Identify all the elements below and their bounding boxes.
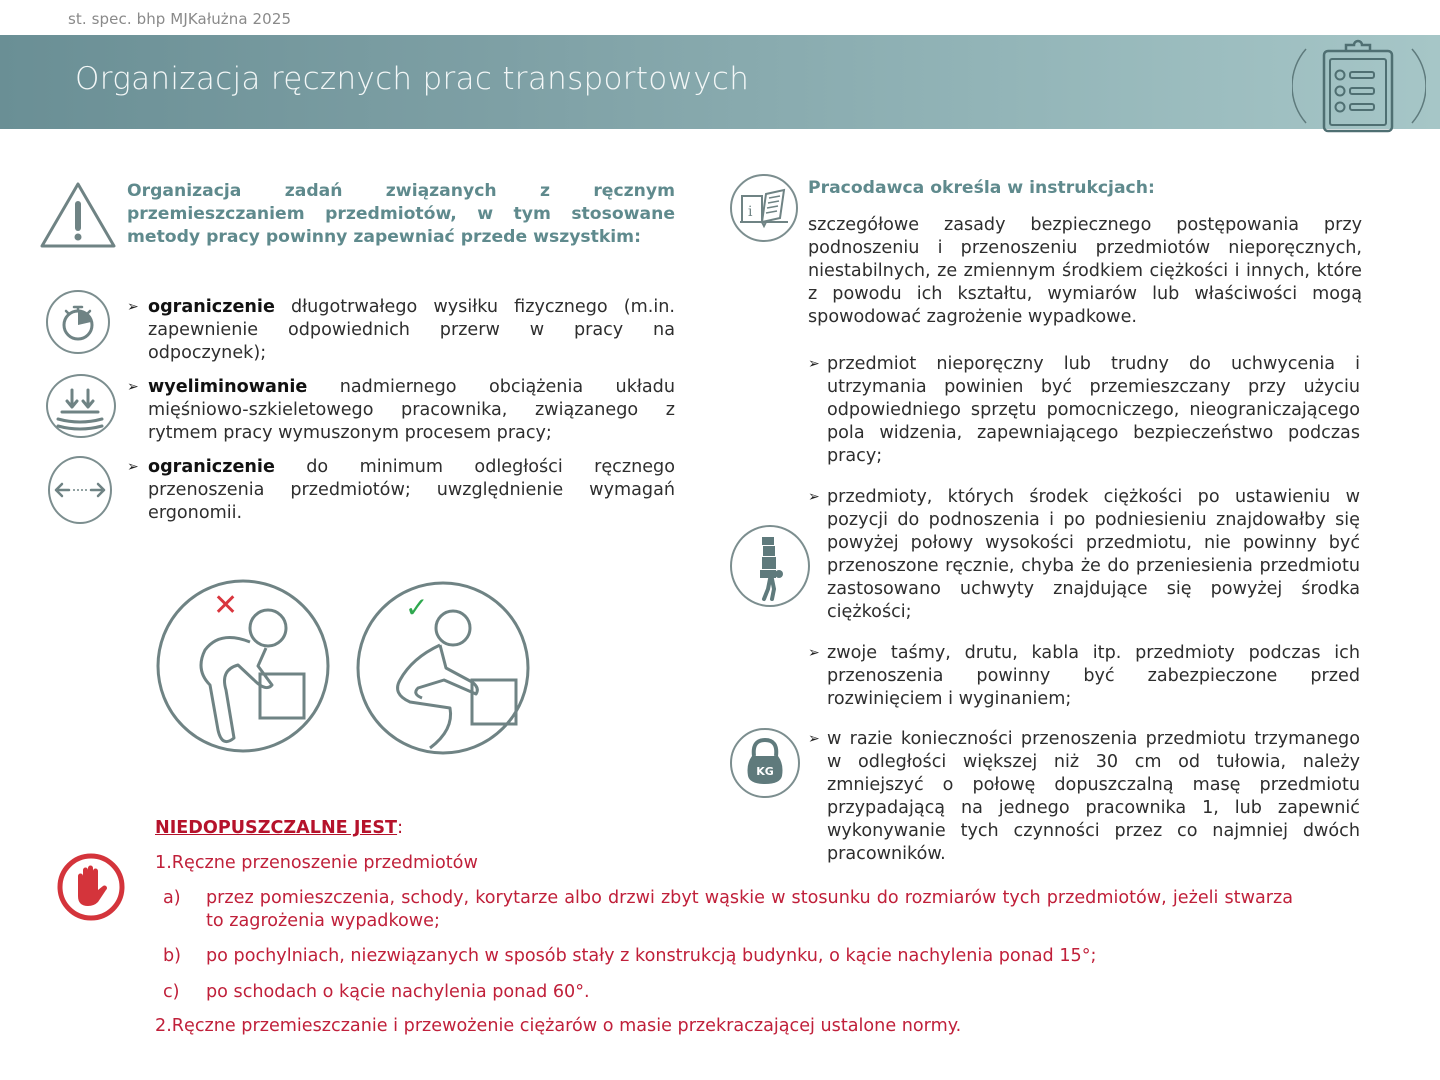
correct-mark-icon: ✓ — [405, 591, 429, 624]
stopwatch-icon — [46, 290, 110, 354]
bullet-keyword: ograniczenie — [148, 297, 275, 317]
arrow-bullet-icon: ➢ — [127, 459, 139, 475]
arrow-bullet-icon: ➢ — [127, 379, 139, 395]
bullet-text: nadmiernego obciążenia układu mięśniowo-szkieletowego pracownika, związanego z rytmem pracy wymuszonym procesem pracy; — [148, 377, 675, 443]
subitem-text: po pochylniach, niezwiązanych w sposób stały z konstrukcją budynku, o kącie nachylenia ponad 15°; — [206, 946, 1097, 966]
bullet-text: przedmiot nieporęczny lub trudny do uchwycenia i utrzymania powinien być przemieszczany przy użyciu odpowiedniego sprzętu pomocniczego, nieograniczającego pola widzenia, zapewniającego bezpieczeństwo podczas pracy; — [827, 354, 1360, 466]
svg-text:i: i — [748, 204, 753, 220]
bullet-keyword: ograniczenie — [148, 457, 275, 477]
bullet-keyword: wyeliminowanie — [148, 377, 308, 397]
subitem-text: po schodach o kącie nachylenia ponad 60°. — [206, 982, 590, 1002]
list-item — [127, 456, 675, 525]
arrow-bullet-icon: ➢ — [808, 489, 820, 505]
stop-hand-icon — [56, 852, 126, 922]
incorrect-mark-icon: ✕ — [213, 588, 239, 623]
stacked-boxes-carrier-icon — [730, 525, 810, 607]
author-line: st. spec. bhp MJKałużna 2025 — [68, 10, 292, 28]
prohibited-item-1: 1.Ręczne przenoszenie przedmiotów — [155, 853, 478, 873]
instruction-book-icon — [730, 174, 798, 242]
clipboard-checklist-icon — [1292, 35, 1426, 135]
bullet-text: zwoje taśmy, drutu, kabla itp. przedmioty podczas ich przenoszenia powinny być zabezpieczone przed rozwinięciem i wyginaniem; — [827, 643, 1360, 709]
arrow-bullet-icon: ➢ — [808, 356, 820, 372]
left-bullet-list — [127, 296, 675, 525]
prohibited-subitem-a — [163, 887, 1293, 933]
bullet-text: w razie konieczności przenoszenia przedmiotu trzymanego w odległości większej niż 30 cm od tułowia, należy zmniejszyć o połowę dopuszczalną masę przedmiotu przypadającą na jednego pracownika 1, lub zapewnić wykonywanie tych czynności przez co najmniej dwóch pracowników. — [827, 729, 1360, 864]
intro-text: Organizacja zadań związanych z ręcznym przemieszczaniem przedmiotów, w tym stosowane metody pracy powinny zapewniać przede wszystkim: — [127, 181, 675, 247]
arrow-bullet-icon: ➢ — [808, 731, 820, 747]
kettlebell-kg-icon — [730, 728, 800, 798]
subitem-label: b) — [163, 946, 182, 966]
incorrect-lifting-illustration — [158, 581, 328, 751]
heading-colon: : — [397, 818, 403, 838]
prohibited-heading-text: NIEDOPUSZCZALNE JEST — [155, 818, 398, 838]
arrow-bullet-icon: ➢ — [808, 645, 820, 661]
bullet-text: długotrwałego wysiłku fizycznego (m.in. zapewnienie odpowiednich przerw w pracy na odpoczynek); — [148, 297, 675, 363]
warning-triangle-icon — [38, 178, 118, 252]
distance-arrows-icon — [48, 456, 112, 524]
subitem-label: c) — [163, 982, 180, 1002]
list-item — [808, 728, 1360, 866]
prohibited-item-2: 2.Ręczne przemieszczanie i przewożenie ciężarów o masie przekraczającej ustalone normy. — [155, 1016, 962, 1036]
page-title: Organizacja ręcznych prac transportowych — [75, 61, 750, 97]
right-paragraph: szczegółowe zasady bezpiecznego postępowania przy podnoszeniu i przenoszeniu przedmiotów nieporęcznych, niestabilnych, ze zmiennym środkiem ciężkości i innych, które z powodu ich kształtu, wymiarów lub właściwości mogą spowodować zagrożenie wypadkowe. — [808, 215, 1362, 327]
kg-label: KG — [756, 765, 774, 778]
prohibited-subitem-b — [163, 945, 1293, 968]
right-bullet-list — [808, 353, 1360, 866]
list-item — [808, 642, 1360, 711]
load-pressure-icon — [46, 374, 116, 438]
list-item — [127, 376, 675, 445]
list-item — [808, 353, 1360, 468]
bullet-text: przedmioty, których środek ciężkości po ustawieniu w pozycji do podnoszenia i po podniesieniu znajdowałby się powyżej połowy wysokości przedmiotu, nie powinny być przenoszone ręcznie, chyba że do przeniesienia przedmiotu zastosowano uchwyty znajdujące się powyżej środka ciężkości; — [827, 487, 1360, 622]
title-banner — [0, 35, 1440, 129]
right-heading: Pracodawca określa w instrukcjach: — [808, 178, 1155, 198]
prohibited-heading — [155, 818, 403, 838]
subitem-label: a) — [163, 888, 181, 908]
prohibited-subitem-c — [163, 981, 1293, 1004]
list-item — [127, 296, 675, 365]
bullet-text: do minimum odległości ręcznego przenoszenia przedmiotów; uwzględnienie wymagań ergonomii. — [148, 457, 675, 523]
arrow-bullet-icon: ➢ — [127, 299, 139, 315]
list-item — [808, 486, 1360, 624]
subitem-text: przez pomieszczenia, schody, korytarze albo drzwi zbyt wąskie w stosunku do rozmiarów tych przedmiotów, jeżeli stwarza to zagrożenia wypadkowe; — [206, 888, 1293, 931]
lifting-illustrations — [150, 570, 535, 760]
correct-lifting-illustration — [358, 583, 528, 753]
